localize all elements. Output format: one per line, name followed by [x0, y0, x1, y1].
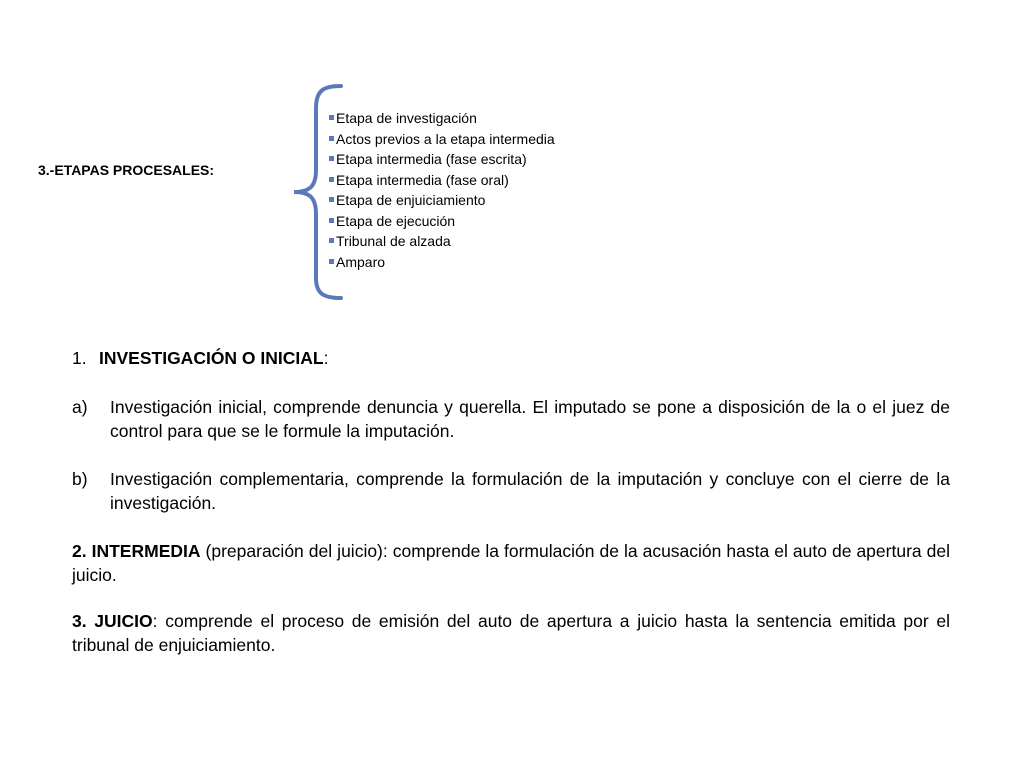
stage-1-title: INVESTIGACIÓN O INICIAL: [99, 348, 324, 368]
stage-item: [329, 149, 555, 170]
stage-list: [329, 108, 555, 272]
stage-item: [329, 129, 555, 150]
stage-item-label: Etapa intermedia (fase oral): [336, 171, 509, 188]
stage-1-heading: [72, 346, 950, 370]
item-b-marker: b): [72, 469, 88, 489]
stage-1-item-a: [72, 395, 950, 443]
stage-3-text: : comprende el proceso de emisión del auto de apertura a juicio hasta la sentencia emitida por el tribunal de enjuiciamiento.: [72, 611, 950, 655]
square-bullet-icon: [329, 218, 334, 223]
stage-3-title: 3. JUICIO: [72, 611, 153, 631]
stage-item-label: Etapa de enjuiciamiento: [336, 192, 486, 208]
item-a-text: Investigación inicial, comprende denuncia y querella. El imputado se pone a disposición de la o el juez de control para que se le formule la imputación.: [110, 397, 950, 441]
square-bullet-icon: [329, 136, 334, 141]
stage-2-text: (preparación del juicio): comprende la formulación de la acusación hasta el auto de apertura del juicio.: [72, 541, 950, 585]
stage-2-paragraph: [72, 539, 950, 587]
item-a-marker: a): [72, 397, 88, 417]
square-bullet-icon: [329, 259, 334, 264]
square-bullet-icon: [329, 156, 334, 161]
stage-item-label: Actos previos a la etapa intermedia: [336, 130, 555, 147]
stage-3-paragraph: [72, 609, 950, 657]
square-bullet-icon: [329, 238, 334, 243]
stage-2-title: 2. INTERMEDIA: [72, 541, 201, 561]
stage-item-label: Amparo: [336, 253, 386, 270]
stage-item-label: Etapa de ejecución: [336, 212, 456, 229]
item-b-text: Investigación complementaria, comprende la formulación de la imputación y concluye con el cierre de la investigación.: [110, 469, 950, 513]
stage-item: [329, 170, 555, 191]
stage-item: [329, 211, 555, 232]
square-bullet-icon: [329, 177, 334, 182]
stage-item-label: Etapa intermedia (fase escrita): [336, 151, 527, 167]
section-heading: 3.-ETAPAS PROCESALES:: [38, 162, 215, 178]
stage-item: [329, 231, 555, 252]
stage-1-item-b: [72, 467, 950, 515]
stage-item: [329, 108, 555, 129]
stage-item: [329, 190, 555, 211]
stage-1-number: 1.: [72, 348, 87, 368]
stage-item-label: Etapa de investigación: [336, 110, 477, 126]
stage-item: [329, 252, 555, 273]
stage-1-colon: :: [323, 348, 329, 368]
square-bullet-icon: [329, 115, 334, 120]
square-bullet-icon: [329, 197, 334, 202]
stage-item-label: Tribunal de alzada: [336, 233, 451, 249]
